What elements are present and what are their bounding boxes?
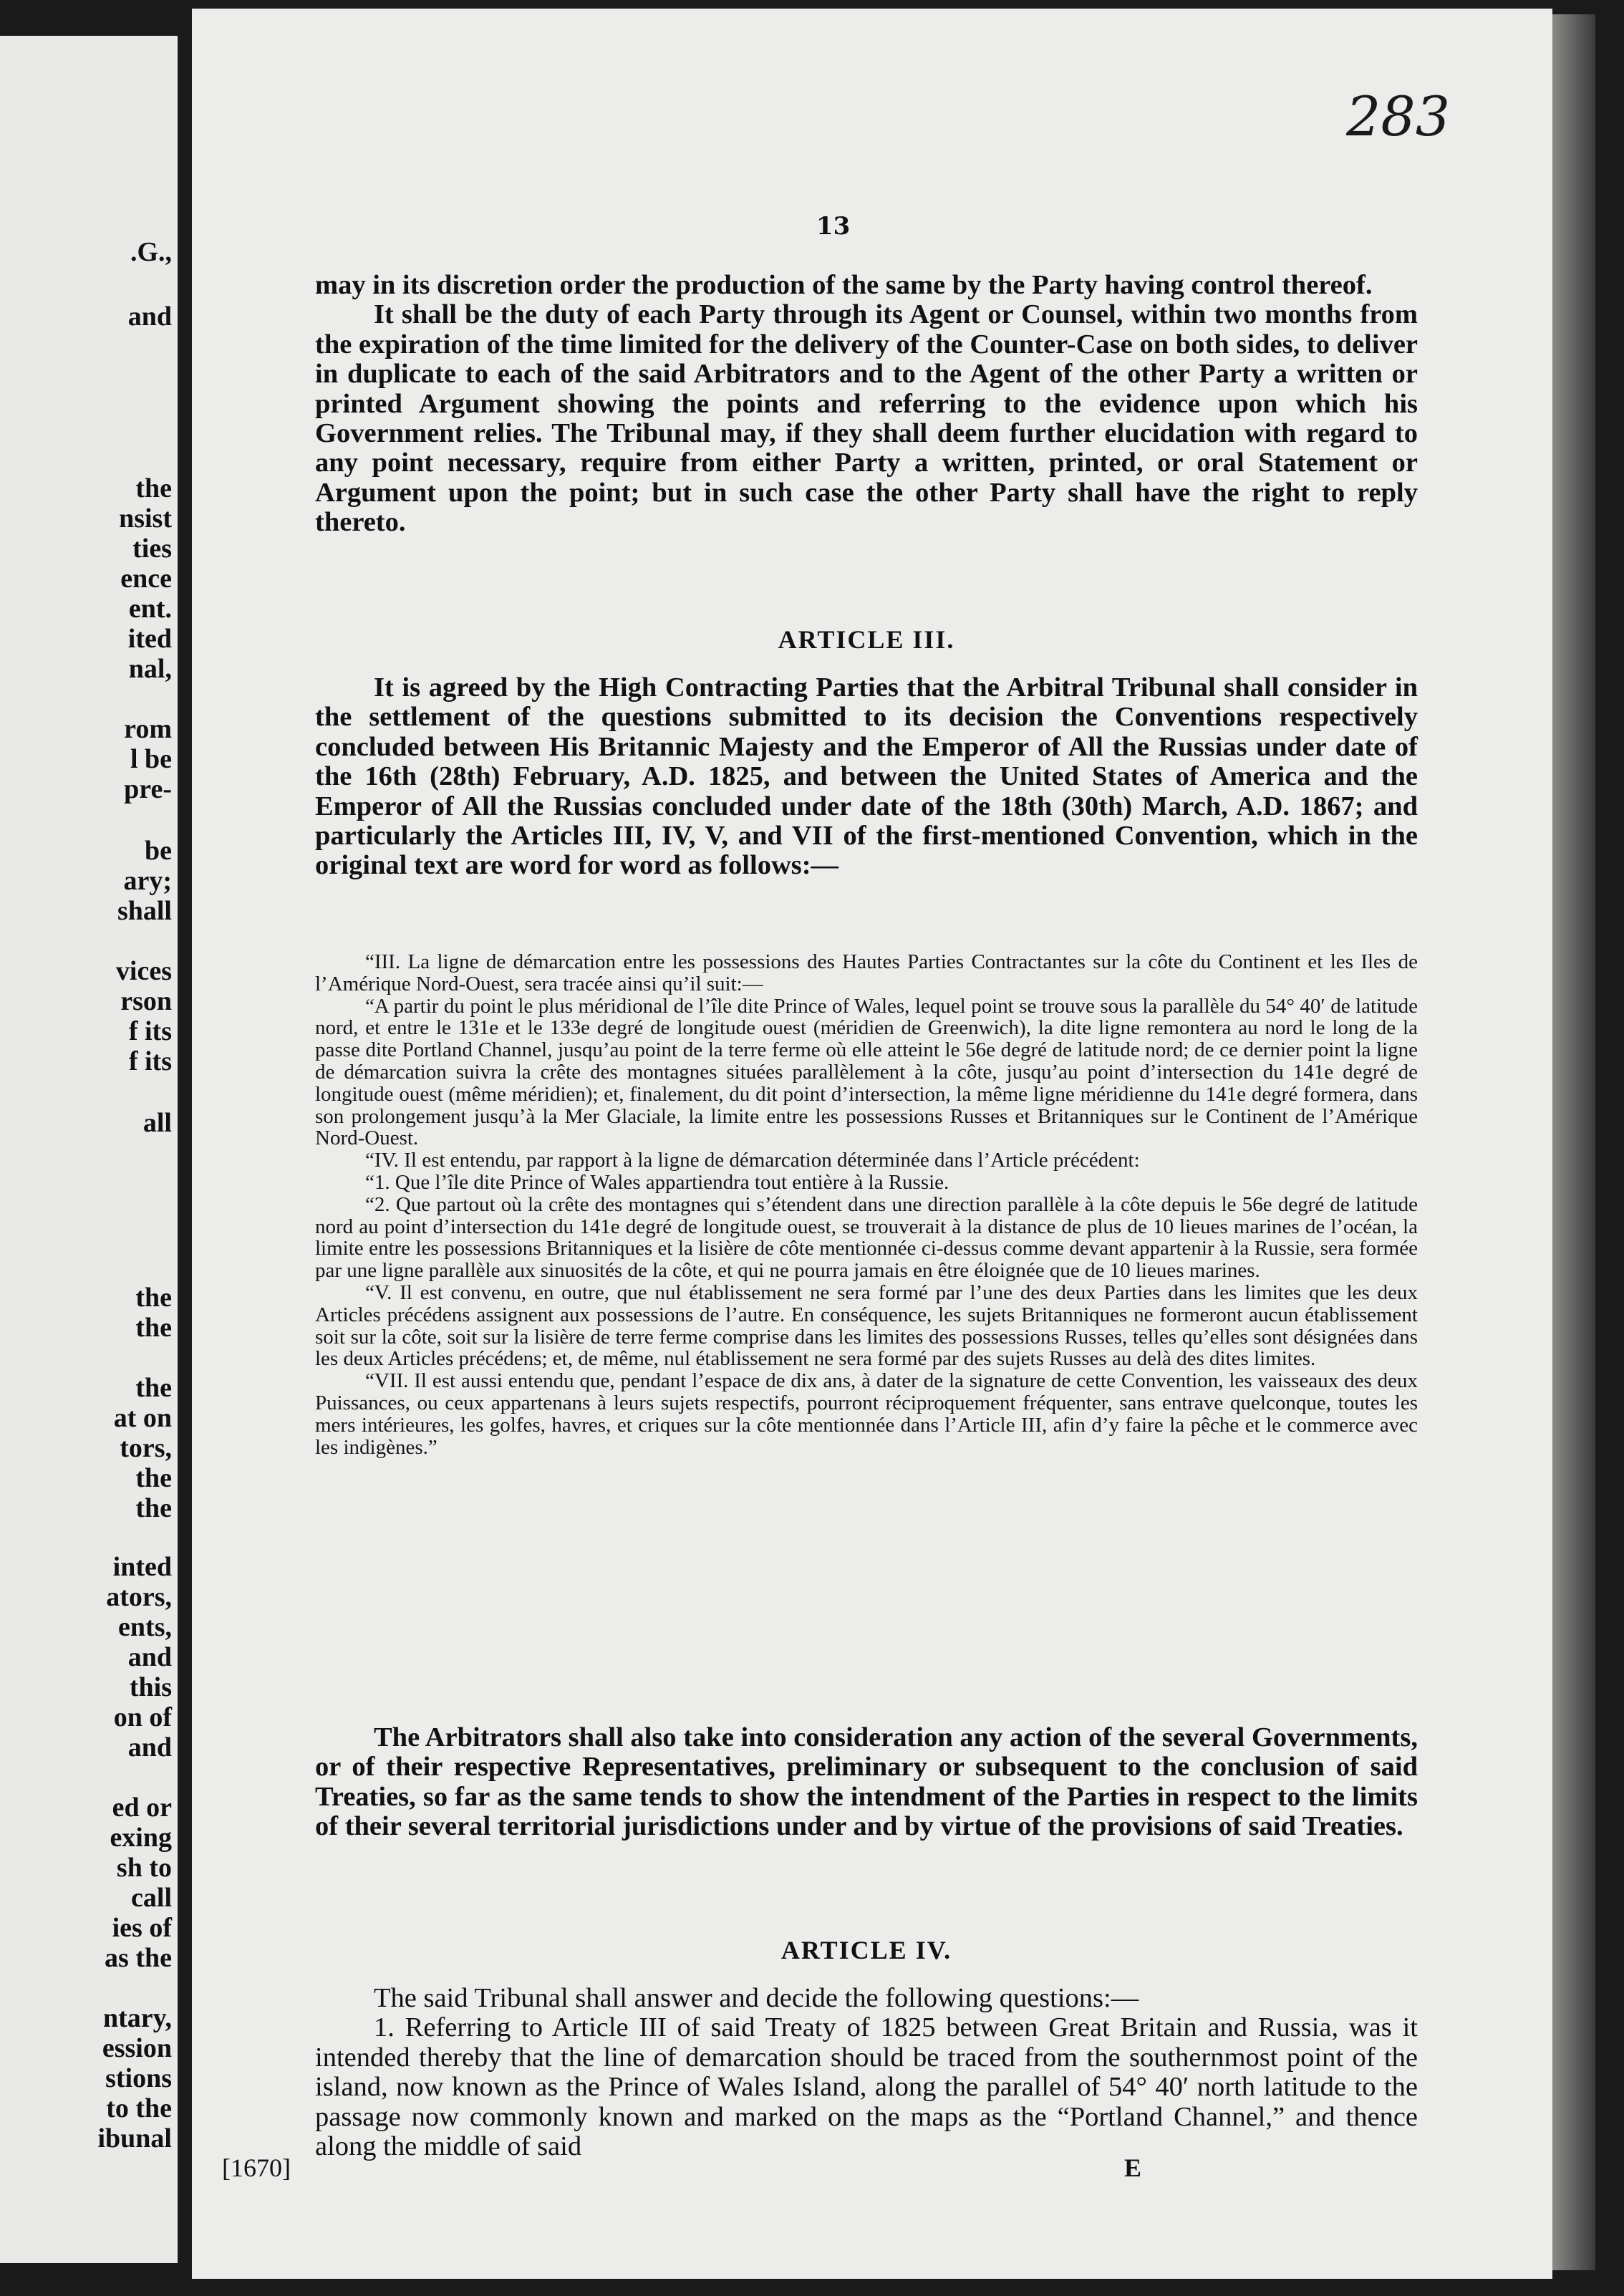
left-page-text-fragment: inted	[112, 1552, 172, 1582]
left-page-fragment	[0, 36, 178, 2263]
left-page-text-fragment: ntary,	[102, 2003, 172, 2033]
page-edge	[1552, 14, 1595, 2270]
left-page-text-fragment: ed or	[112, 1793, 172, 1823]
left-page-text-fragment: exing	[110, 1823, 172, 1853]
left-page-text-fragment: to the	[106, 2093, 172, 2123]
left-page-text-fragment: rson	[120, 986, 172, 1016]
french-quotation	[315, 951, 1418, 1458]
left-page-text-fragment: the	[135, 1373, 172, 1403]
left-page-text-fragment: .G.,	[130, 237, 172, 267]
left-page-text-fragment: l be	[130, 744, 172, 774]
signature-mark: E	[1124, 2153, 1142, 2182]
left-page-text-fragment: call	[131, 1883, 172, 1913]
left-page-text-fragment: the	[135, 473, 172, 503]
quote-article-7: “VII. Il est aussi entendu que, pendant l’espace de dix ans, à dater de la signature de cette Convention, les vaisseaux des deux Puissances, ou ceux appartenans à leurs sujets respectifs, pourront réciproquement fréquenter, sans entrave quelconque, toutes les mers intérieures, les golfes, havres, et criques sur la côte mentionnée dans l’Article III, afin d’y faire la pêche et le commerce avec les indigènes.”	[315, 1369, 1418, 1459]
left-page-text-fragment: ence	[120, 564, 172, 594]
article-3-section	[315, 624, 1418, 881]
left-page-text-fragment: nsist	[119, 503, 172, 534]
quote-article-3-intro: “III. La ligne de démarcation entre les possessions des Hautes Parties Contractantes sur la côte du Continent et les Iles de l’Amérique Nord-Ouest, sera tracée ainsi qu’il suit:—	[315, 950, 1418, 995]
article-4-question-1: 1. Referring to Article III of said Treaty of 1825 between Great Britain and Russia, was it intended thereby that the line of demarcation should be traced from the southernmost point of the island, now known as the Prince of Wales Island, along the parallel of 54° 40′ north latitude to the passage now commonly known and marked on the maps as the “Portland Channel,” and thence along the middle of said	[315, 2012, 1418, 2162]
left-page-text-fragment: ties	[132, 534, 172, 564]
handwritten-folio-number: 283	[1346, 85, 1451, 148]
quote-article-4-item-1: “1. Que l’île dite Prince of Wales appartiendra tout entière à la Russie.	[365, 1170, 949, 1194]
left-page-text-fragment: nal,	[128, 654, 172, 684]
quote-article-3-body: “A partir du point le plus méridional de l’île dite Prince of Wales, lequel point se trouve sous la parallèle du 54° 40′ de latitude nord, et entre le 131e et le 133e degré de longitude ouest (méridien de Greenwich), la dite ligne remontera au nord le long de la passe dite Portland Channel, jusqu’au point de la terre ferme où elle atteint le 56e degré de latitude nord; de ce dernier point la ligne de démarcation suivra la crête des montagnes situées parallèlement à la côte, jusqu’au point d’intersection du 141e degré de longitude ouest (même méridien); et, finalement, du dit point d’intersection, la même ligne méridienne du 141e degré formera, dans son prolongement jusqu’à la Mer Glaciale, la limite entre les possessions Russes et Britanniques sur le Continent de l’Amérique Nord-Ouest.	[315, 994, 1418, 1150]
article-3-heading: ARTICLE III.	[778, 625, 955, 654]
left-page-text-fragment: ited	[127, 624, 172, 654]
left-page-text-fragment: and	[127, 1642, 172, 1672]
left-page-text-fragment: as the	[105, 1943, 172, 1973]
left-page-text-fragment: ent.	[128, 594, 172, 624]
left-page-text-fragment: tors,	[120, 1433, 172, 1463]
left-page-text-fragment: ary;	[123, 866, 172, 896]
left-page-text-fragment: be	[145, 836, 172, 866]
left-page-text-fragment: ies of	[112, 1913, 172, 1943]
paragraph-argument: It shall be the duty of each Party through its Agent or Counsel, within two months from the expiration of the time limited for the delivery of the Counter-Case on both sides, to deliver in duplicate to each of the said Arbitrators and to the Agent of the other Party a written or printed Argument showing the points and referring to the evidence upon which his Government relies. The Tribunal may, if they shall deem further elucidation with regard to any point necessary, require from either Party a written, printed, or oral Statement or Argument upon the point; but in such case the other Party shall have the right to reply thereto.	[315, 299, 1418, 538]
article-4-section	[315, 1935, 1418, 2161]
left-page-text-fragment: ibunal	[97, 2123, 172, 2153]
left-page-text-fragment: ents,	[118, 1612, 172, 1642]
quote-article-4-item-2: “2. Que partout où la crête des montagnes qui s’étendent dans une direction parallèle à la côte depuis le 56e degré de latitude nord au point d’intersection du 141e degré de longitude ouest, se trouverait à la distance de plus de 10 lieues marines de l’océan, la limite entre les possessions Britanniques et la lisière de côte mentionnée ci-dessus comme devant appartenir à la Russie, sera formée par une ligne parallèle aux sinuosités de la côte, et qui ne pourra jamais en être éloignée que de 10 lieues marines.	[315, 1192, 1418, 1283]
left-page-text-fragment: ators,	[106, 1582, 172, 1612]
left-page-text-fragment: stions	[105, 2063, 172, 2093]
page-number: 13	[816, 212, 851, 241]
left-page-text-fragment: the	[135, 1313, 172, 1343]
left-page-text-fragment: shall	[117, 896, 172, 926]
left-page-text-fragment: and	[127, 302, 172, 332]
quote-article-4-intro: “IV. Il est entendu, par rapport à la ligne de démarcation déterminée dans l’Article précédent:	[365, 1149, 1140, 1172]
arbitrators-section	[315, 1723, 1418, 1842]
left-page-text-fragment: rom	[124, 714, 172, 744]
article-3-paragraph: It is agreed by the High Contracting Parties that the Arbitral Tribunal shall consider in the settlement of the questions submitted to its decision the Conventions respectively concluded between His Britannic Majesty and the Emperor of All the Russias under date of the 16th (28th) February, A.D. 1825, and between the United States of America and the Emperor of All the Russias concluded under date of the 18th (30th) March, A.D. 1867; and particularly the Articles III, IV, V, and VII of the first-mentioned Convention, which in the original text are word for word as follows:—	[315, 672, 1418, 881]
left-page-text-fragment: the	[135, 1493, 172, 1523]
article-4-intro: The said Tribunal shall answer and decide the following questions:—	[374, 1983, 1139, 2013]
left-page-text-fragment: on of	[113, 1702, 172, 1732]
printer-code: [1670]	[222, 2153, 291, 2182]
left-page-text-fragment: the	[135, 1463, 172, 1493]
left-page-text-fragment: this	[129, 1672, 172, 1702]
left-page-text-fragment: f its	[128, 1046, 172, 1076]
left-page-text-fragment: the	[135, 1283, 172, 1313]
arbitrators-paragraph: The Arbitrators shall also take into consideration any action of the several Governments, or of their respective Representatives, preliminary or subsequent to the conclusion of said Treaties, so far as the same tends to show the intendment of the Parties in respect to the limits of their several territorial jurisdictions under and by virtue of the provisions of said Treaties.	[315, 1722, 1418, 1842]
left-page-text-fragment: pre-	[124, 774, 172, 804]
left-page-text-fragment: vices	[115, 956, 172, 986]
left-page-text-fragment: and	[127, 1732, 172, 1762]
left-page-text-fragment: ession	[102, 2033, 172, 2063]
left-page-text-fragment: f its	[128, 1016, 172, 1046]
left-page-text-fragment: at on	[113, 1403, 172, 1433]
article-4-heading: ARTICLE IV.	[780, 1936, 952, 1964]
left-page-text-fragment: all	[142, 1108, 172, 1138]
quote-article-5: “V. Il est convenu, en outre, que nul établissement ne sera formé par l’une des deux Parties dans les limites que les deux Articles précédens assignent aux possessions de l’autre. En conséquence, les sujets Britanniques ne formeront aucun établissement soit sur la côte, soit sur la lisière de terre ferme comprise dans les limites des possessions Russes, telles qu’elles sont désignées dans les deux Articles précédens; et, de même, nul établissement ne sera formé par des sujets Russes au delà des dites limites.	[315, 1280, 1418, 1371]
paragraph-continuation: may in its discretion order the production of the same by the Party having control thereof.	[315, 270, 1373, 300]
left-page-text-fragment: sh to	[116, 1853, 172, 1883]
body-text-top	[315, 271, 1418, 538]
